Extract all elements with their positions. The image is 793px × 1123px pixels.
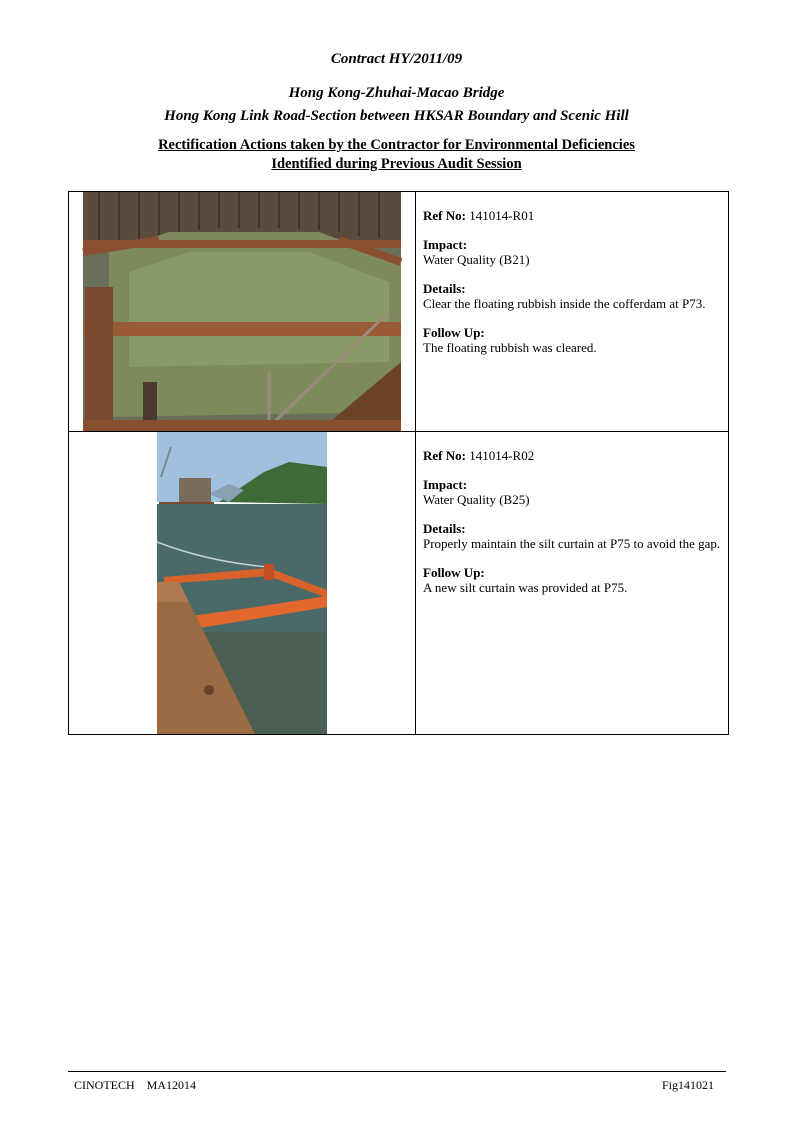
details-block (423, 521, 721, 551)
footer-divider (68, 1071, 726, 1072)
impact-block (423, 237, 721, 267)
record-details-cell (416, 192, 729, 432)
ref-value: 141014-R01 (469, 208, 535, 223)
ref-value: 141014-R02 (469, 448, 535, 463)
silt-curtain-photo (69, 432, 415, 734)
ref-label: Ref No: (423, 448, 466, 463)
impact-label: Impact: (423, 237, 468, 252)
follow-up-label: Follow Up: (423, 325, 485, 340)
photo-cell (69, 432, 416, 735)
impact-value: Water Quality (B25) (423, 492, 530, 507)
details-value: Clear the floating rubbish inside the cofferdam at P73. (423, 296, 706, 311)
details-value: Properly maintain the silt curtain at P75 to avoid the gap. (423, 536, 721, 551)
ref-block (423, 448, 721, 463)
follow-up-label: Follow Up: (423, 565, 485, 580)
rectification-table (68, 191, 729, 735)
ref-block (423, 208, 721, 223)
footer-company: CINOTECH MA12014 (74, 1078, 196, 1092)
section-heading-line2: Identified during Previous Audit Session (271, 156, 522, 172)
section-heading-line1: Rectification Actions taken by the Contractor for Environmental Deficiencies (158, 137, 635, 153)
ref-label: Ref No: (423, 208, 466, 223)
details-block (423, 281, 721, 311)
footer-figure-number: Fig141021 (661, 1078, 714, 1092)
follow-up-block (423, 325, 721, 355)
follow-up-value: A new silt curtain was provided at P75. (423, 580, 628, 595)
follow-up-block (423, 565, 721, 595)
contract-number: Contract HY/2011/09 (330, 51, 463, 67)
impact-label: Impact: (423, 477, 468, 492)
details-label: Details: (423, 521, 466, 536)
follow-up-value: The floating rubbish was cleared. (423, 340, 597, 355)
project-title: Hong Kong-Zhuhai-Macao Bridge (288, 85, 505, 101)
photo-cell (69, 192, 416, 432)
project-subtitle: Hong Kong Link Road-Section between HKSAR Boundary and Scenic Hill (164, 108, 629, 124)
cofferdam-photo (69, 192, 415, 431)
impact-block (423, 477, 721, 507)
details-label: Details: (423, 281, 466, 296)
table-row (69, 432, 729, 735)
table-row (69, 192, 729, 432)
record-details-cell (416, 432, 729, 735)
impact-value: Water Quality (B21) (423, 252, 530, 267)
